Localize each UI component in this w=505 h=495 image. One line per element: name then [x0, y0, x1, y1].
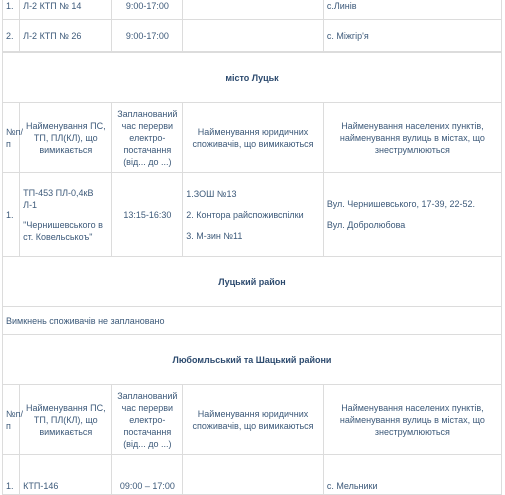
substation-name: Л-2 КТП № 26	[20, 20, 112, 52]
outage-table-top	[2, 0, 502, 52]
substation-name	[20, 173, 112, 257]
header-time: Запланований час перерви електро-постачання (від... до ...)	[112, 103, 183, 173]
consumer-item: 3. М-зин №11	[186, 230, 243, 241]
section-title: Луцький район	[3, 257, 502, 307]
substation-line: "Чернишевського в ст. Ковельськоъ"	[23, 219, 103, 242]
outage-time: 09:00 – 17:00	[112, 455, 183, 495]
consumers	[183, 0, 324, 20]
header-number: №п/п	[3, 385, 20, 455]
header-substation: Найменування ПС, ТП, ПЛ(КЛ), що вимикається	[20, 103, 112, 173]
header-row	[3, 103, 502, 173]
header-substation: Найменування ПС, ТП, ПЛ(КЛ), що вимикається	[20, 385, 112, 455]
table-row	[3, 173, 502, 257]
row-number: 1.	[3, 0, 20, 20]
table-row	[3, 455, 502, 495]
table-row	[3, 20, 502, 52]
settlement-item: Вул. Добролюбова	[326, 220, 406, 230]
substation-name: Л-2 КТП № 14	[20, 0, 112, 20]
settlements: с.Линів	[323, 0, 501, 20]
table-row	[3, 0, 502, 20]
header-row	[3, 385, 502, 455]
row-number: 1.	[3, 173, 20, 257]
consumer-item: 1.ЗОШ №13	[186, 188, 237, 199]
settlements: с. Міжгір'я	[323, 20, 501, 52]
header-settlements: Найменування населених пунктів, найменування вулиць в містах, що знеструмлюються	[323, 385, 501, 455]
header-time: Запланований час перерви електро-постачання (від... до ...)	[112, 385, 183, 455]
header-consumers: Найменування юридичних споживачів, що вимикаються	[183, 385, 324, 455]
consumers	[183, 173, 324, 257]
settlements: с. Мельники	[323, 455, 501, 495]
substation-line: ТП-453 ПЛ-0,4кВ Л-1	[23, 187, 94, 210]
consumer-item: 2. Контора райспоживспілки	[186, 209, 304, 220]
outage-time: 13:15-16:30	[112, 173, 183, 257]
header-settlements: Найменування населених пунктів, найменування вулиць в містах, що знеструмлюються	[323, 103, 501, 173]
header-number: №п/п	[3, 103, 20, 173]
row-number: 2.	[3, 20, 20, 52]
outage-time: 9:00-17:00	[112, 0, 183, 20]
row-number: 1.	[3, 455, 20, 495]
consumers	[183, 455, 324, 495]
substation-name: КТП-146	[20, 455, 112, 495]
section-title: місто Луцьк	[3, 53, 502, 103]
consumers	[183, 20, 324, 52]
settlement-item: Вул. Чернишевського, 17-39, 22-52.	[326, 199, 476, 209]
settlements	[323, 173, 501, 257]
no-outage-note: Вимкнень споживачів не заплановано	[3, 307, 502, 335]
outage-table-lutsk-city	[2, 52, 502, 495]
section-title: Любомльський та Шацький райони	[3, 335, 502, 385]
outage-time: 9:00-17:00	[112, 20, 183, 52]
header-consumers: Найменування юридичних споживачів, що вимикаються	[183, 103, 324, 173]
